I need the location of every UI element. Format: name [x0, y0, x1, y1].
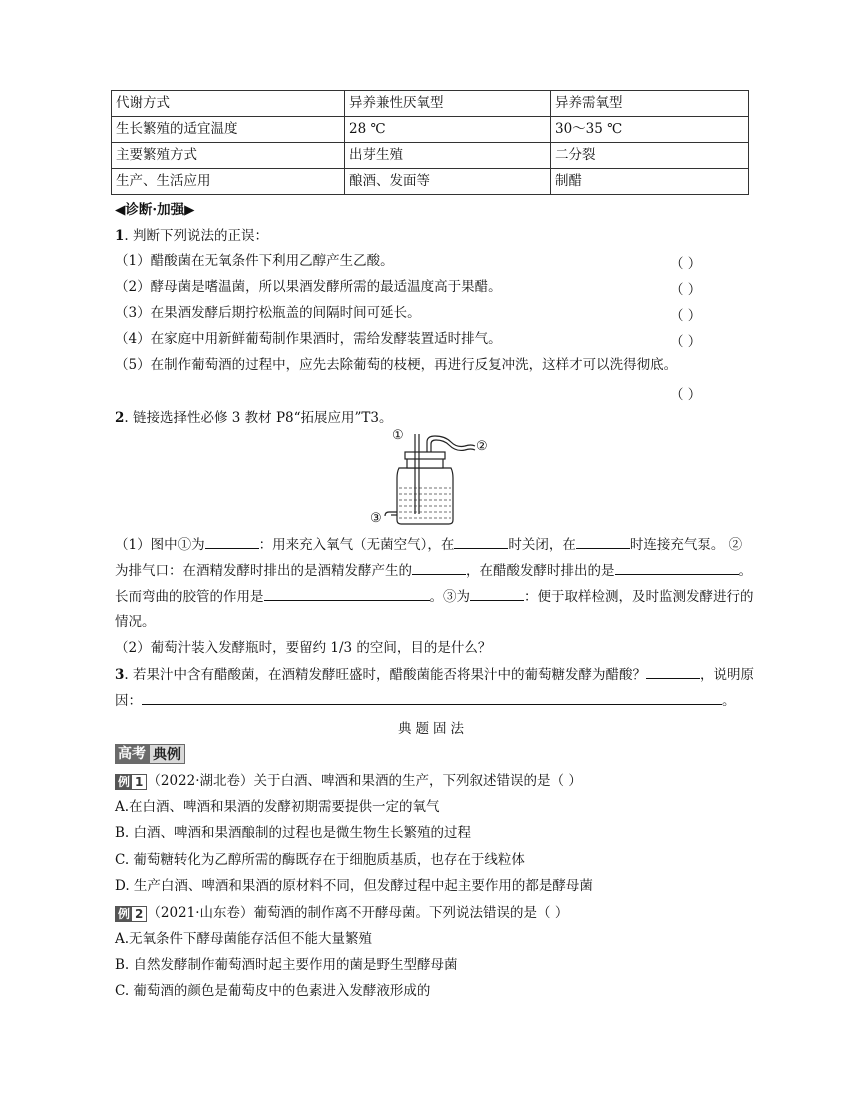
fill-blank[interactable]: [454, 535, 508, 549]
fill-blank[interactable]: [142, 691, 722, 705]
answer-parentheses: （ ）: [670, 334, 702, 350]
table-row: [112, 143, 749, 169]
example-1-stem: 例 1 （2022·湖北卷）关于白酒、啤酒和果酒的生产，下列叙述错误的是（ ）: [115, 772, 582, 790]
answer-parentheses: （ ）: [670, 256, 702, 272]
question-3-line-2: 因： 。: [115, 693, 736, 709]
gaokao-examples-badge: 高考 典例: [115, 744, 185, 764]
example-2-option-c: C. 葡萄酒的颜色是葡萄皮中的色素进入发酵液形成的: [115, 983, 431, 999]
example-2-option-a: A.无氧条件下酵母菌能存活但不能大量繁殖: [115, 931, 373, 947]
question-number: 3: [115, 667, 125, 683]
q2-paragraph-line-3: 长而弯曲的胶管的作用是 。③为 ：便于取样检测，及时监测发酵进行的: [115, 589, 754, 605]
q1-item-2: （2）酵母菌是嗜温菌，所以果酒发酵所需的最适温度高于果醋。: [115, 279, 502, 295]
example-1-option-d: D. 生产白酒、啤酒和果酒的原材料不同，但发酵过程中起主要作用的都是酵母菌: [115, 878, 593, 894]
example-number: 2: [131, 906, 147, 922]
table-cell: 二分裂: [551, 143, 749, 169]
table-row: [112, 91, 749, 117]
table-cell: 异养需氧型: [551, 91, 749, 117]
answer-parentheses: （ ）: [670, 387, 702, 403]
example-tag: 例: [115, 906, 133, 922]
q1-item-1: （1）醋酸菌在无氧条件下利用乙醇产生乙酸。: [115, 253, 394, 269]
figure-label-1: ①: [392, 428, 404, 443]
table-cell: 生产、生活应用: [112, 169, 345, 195]
table-cell: 28 ℃: [345, 117, 551, 143]
figure-label-2: ②: [476, 439, 488, 454]
q1-item-3: （3）在果酒发酵后期拧松瓶盖的间隔时间可延长。: [115, 305, 421, 321]
fill-blank[interactable]: [576, 535, 630, 549]
table-cell: 制醋: [551, 169, 749, 195]
question-number: 2: [115, 410, 125, 426]
table-cell: 代谢方式: [112, 91, 345, 117]
question-text: . 链接选择性必修 3 教材 P8“拓展应用”T3。: [124, 410, 393, 426]
fill-blank[interactable]: [470, 587, 524, 601]
table-cell: 主要繁殖方式: [112, 143, 345, 169]
table-cell: 异养兼性厌氧型: [345, 91, 551, 117]
comparison-table: [111, 90, 749, 195]
question-1-stem: [115, 227, 268, 245]
question-number: 1: [115, 228, 125, 244]
question-text: . 判断下列说法的正误：: [124, 228, 268, 244]
example-1-option-b: B. 白酒、啤酒和果酒酿制的过程也是微生物生长繁殖的过程: [115, 825, 472, 841]
figure-label-3: ③: [370, 511, 382, 526]
fill-blank[interactable]: [412, 561, 466, 575]
table-row: [112, 169, 749, 195]
example-number: 1: [131, 774, 147, 790]
q2-paragraph-line-2: 为排气口：在酒精发酵时排出的是酒精发酵产生的 ，在醋酸发酵时排出的是 。: [115, 563, 752, 579]
table-cell: 30～35 ℃: [551, 117, 749, 143]
fill-blank[interactable]: [615, 561, 739, 575]
q2-subquestion-2: （2）葡萄汁装入发酵瓶时，要留约 1/3 的空间，目的是什么？: [115, 640, 492, 656]
example-1-option-c: C. 葡萄糖转化为乙醇所需的酶既存在于细胞质基质，也存在于线粒体: [115, 852, 525, 868]
q1-item-4: （4）在家庭中用新鲜葡萄制作果酒时，需给发酵装置适时排气。: [115, 331, 502, 347]
question-2-stem: [115, 409, 393, 427]
table-cell: 酿酒、发面等: [345, 169, 551, 195]
answer-parentheses: （ ）: [670, 308, 702, 324]
q1-item-5: （5）在制作葡萄酒的过程中，应先去除葡萄的枝梗，再进行反复冲洗，这样才可以洗得彻底。: [115, 357, 678, 373]
diagnosis-header: ◀诊断·加强▶: [115, 202, 195, 218]
q2-paragraph-line-4: 情况。: [115, 614, 156, 630]
fill-blank[interactable]: [205, 535, 259, 549]
section-title: 典题固法: [398, 721, 468, 737]
fill-blank[interactable]: [646, 665, 700, 679]
q2-paragraph-line-1: （1）图中①为 ：用来充入氧气（无菌空气），在 时关闭，在 时连接充气泵。 ②: [115, 537, 743, 553]
example-1-option-a: A.在白酒、啤酒和果酒的发酵初期需要提供一定的氧气: [115, 799, 440, 815]
question-3-stem: 3. 若果汁中含有醋酸菌，在酒精发酵旺盛时，醋酸菌能否将果汁中的葡萄糖发酵为醋酸？ ，说明原: [115, 667, 754, 683]
table-cell: 生长繁殖的适宜温度: [112, 117, 345, 143]
fill-blank[interactable]: [264, 587, 430, 601]
table-cell: 出芽生殖: [345, 143, 551, 169]
example-2-stem: 例 2 （2021·山东卷）葡萄酒的制作离不开酵母菌。下列说法错误的是（ ）: [115, 904, 568, 922]
example-tag: 例: [115, 774, 133, 790]
table-row: [112, 117, 749, 143]
example-2-option-b: B. 自然发酵制作葡萄酒时起主要作用的菌是野生型酵母菌: [115, 957, 458, 973]
answer-parentheses: （ ）: [670, 282, 702, 298]
